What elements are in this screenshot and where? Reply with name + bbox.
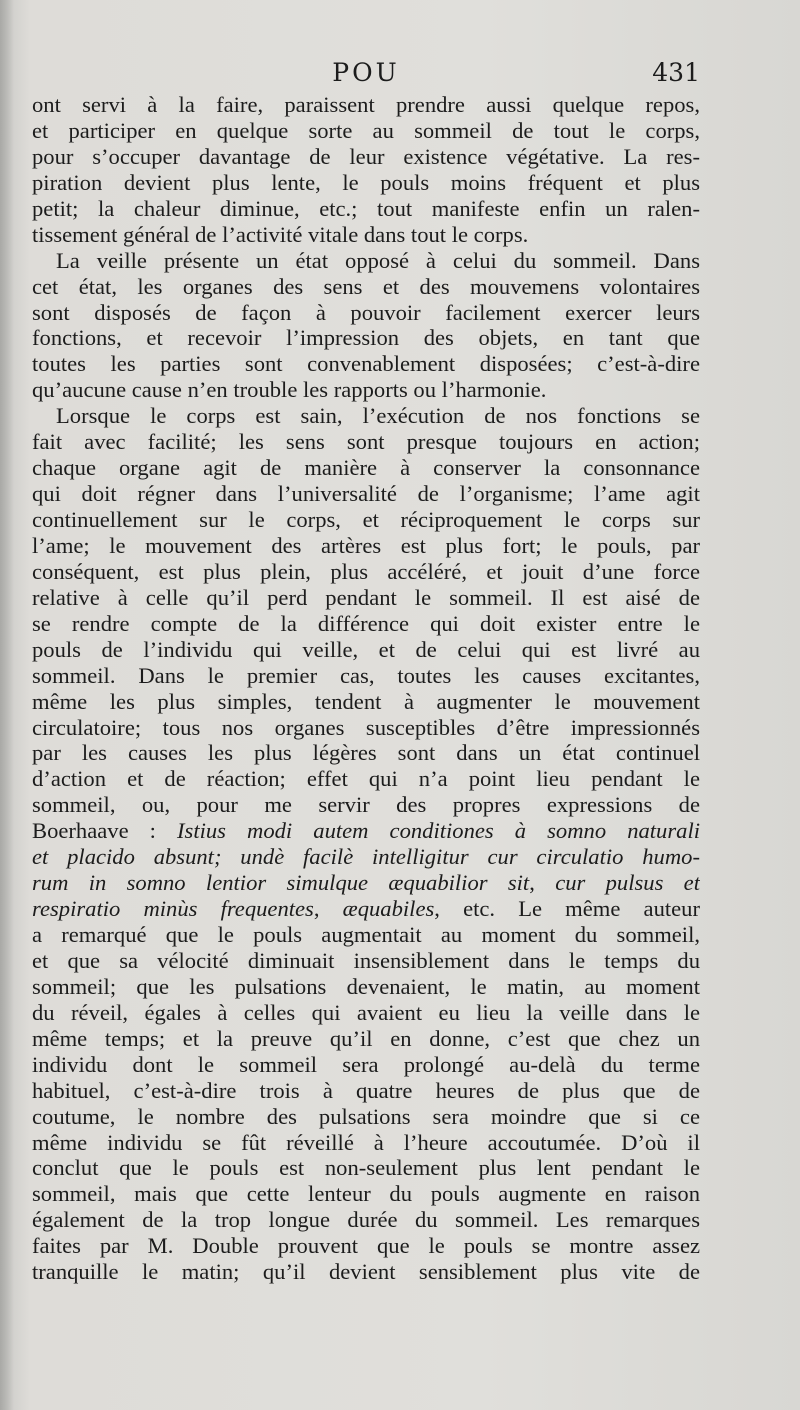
roman-text: sont disposés de façon à pouvoir facilement exercer leurs bbox=[32, 299, 700, 325]
text-line bbox=[32, 896, 700, 922]
italic-text: Istius modi autem conditiones à somno naturali bbox=[177, 818, 700, 844]
roman-text: pour s’occuper davantage de leur existence végétative. La res- bbox=[32, 143, 700, 169]
roman-text: même temps; et la preuve qu’il en donne, c’est que chez un bbox=[32, 1025, 700, 1051]
text-line bbox=[32, 455, 700, 481]
text-line bbox=[32, 274, 700, 300]
roman-text: qu’aucune cause n’en trouble les rapports ou l’harmonie. bbox=[32, 377, 547, 403]
roman-text: tranquille le matin; qu’il devient sensiblement plus vite de bbox=[32, 1259, 700, 1285]
roman-text: l’ame; le mouvement des artères est plus fort; le pouls, par bbox=[32, 532, 700, 558]
roman-text: a remarqué que le pouls augmentait au moment du sommeil, bbox=[32, 922, 700, 947]
roman-text: et participer en quelque sorte au sommeil de tout le corps, bbox=[32, 117, 700, 143]
text-line bbox=[32, 92, 700, 118]
roman-text: , etc. Le même auteur bbox=[434, 896, 700, 922]
text-line bbox=[32, 403, 700, 429]
text-line bbox=[32, 974, 700, 1000]
text-line bbox=[32, 1026, 700, 1052]
text-line bbox=[32, 196, 700, 222]
roman-text: tissement général de l’activité vitale dans tout le corps. bbox=[32, 221, 529, 247]
roman-text: chaque organe agit de manière à conserver la consonnance bbox=[32, 455, 700, 481]
text-line bbox=[32, 507, 700, 533]
body-text bbox=[32, 92, 700, 1285]
text-line bbox=[32, 611, 700, 637]
text-line bbox=[32, 715, 700, 741]
roman-text: toutes les parties sont convenablement disposées; c’est-à-dire bbox=[32, 351, 700, 377]
text-line bbox=[32, 637, 700, 663]
text-line bbox=[32, 1104, 700, 1130]
roman-text: se rendre compte de la différence qui doit exister entre le bbox=[32, 610, 700, 636]
roman-text: sommeil; que les pulsations devenaient, le matin, au moment bbox=[32, 973, 700, 999]
roman-text: sommeil, ou, pour me servir des propres expressions de bbox=[32, 792, 700, 818]
roman-text: fonctions, et recevoir l’impression des objets, en tant que bbox=[32, 325, 700, 351]
italic-text: et placido absunt; undè facilè intelligitur cur circulatio humo- bbox=[32, 844, 700, 870]
text-line bbox=[32, 1130, 700, 1156]
text-line bbox=[32, 170, 700, 196]
roman-text: cet état, les organes des sens et des mouvemens volontaires bbox=[32, 273, 700, 299]
text-line bbox=[32, 481, 700, 507]
text-line bbox=[32, 870, 700, 896]
italic-text: rum in somno lentior simulque æquabilior sit bbox=[32, 870, 530, 896]
italic-text: respiratio minùs frequentes bbox=[32, 896, 314, 922]
text-line bbox=[32, 844, 700, 870]
roman-text: et que sa vélocité diminuait insensiblement dans le temps du bbox=[32, 947, 700, 973]
text-line bbox=[32, 429, 700, 455]
text-line bbox=[32, 118, 700, 144]
text-line bbox=[32, 689, 700, 715]
roman-text: même les plus simples, tendent à augmenter le mouvement bbox=[32, 688, 700, 714]
roman-text: par les causes les plus légères sont dans un état continuel bbox=[32, 740, 700, 766]
text-line bbox=[32, 1233, 700, 1259]
roman-text: sommeil, mais que cette lenteur du pouls augmente en raison bbox=[32, 1181, 700, 1207]
text-line bbox=[32, 533, 700, 559]
text-line bbox=[32, 248, 700, 274]
page-gutter-shadow bbox=[0, 0, 14, 1410]
text-line bbox=[32, 1181, 700, 1207]
text-line bbox=[32, 300, 700, 326]
text-line bbox=[32, 1000, 700, 1026]
italic-text: cur pulsus et bbox=[555, 870, 700, 896]
italic-text: æquabiles bbox=[342, 896, 435, 922]
roman-text: ont servi à la faire, paraissent prendre aussi quelque repos, bbox=[32, 92, 700, 117]
text-line bbox=[32, 351, 700, 377]
text-line bbox=[32, 740, 700, 766]
text-line bbox=[32, 1259, 700, 1285]
roman-text: faites par M. Double prouvent que le pouls se montre assez bbox=[32, 1233, 700, 1259]
text-line bbox=[32, 663, 700, 689]
text-line bbox=[32, 1155, 700, 1181]
roman-text: relative à celle qu’il perd pendant le sommeil. Il est aisé de bbox=[32, 584, 700, 610]
text-line bbox=[32, 585, 700, 611]
roman-text: conclut que le pouls est non-seulement plus lent pendant le bbox=[32, 1155, 700, 1181]
roman-text: d’action et de réaction; effet qui n’a point lieu pendant le bbox=[32, 766, 700, 792]
roman-text: piration devient plus lente, le pouls moins fréquent et plus bbox=[32, 169, 700, 195]
text-line bbox=[32, 377, 700, 403]
text-line bbox=[32, 922, 700, 948]
roman-text: également de la trop longue durée du sommeil. Les remarques bbox=[32, 1207, 700, 1233]
roman-text: habituel, c’est-à-dire trois à quatre heures de plus que de bbox=[32, 1077, 700, 1103]
roman-text: Boerhaave : bbox=[32, 818, 177, 844]
text-line bbox=[32, 559, 700, 585]
roman-text: individu dont le sommeil sera prolongé au-delà du terme bbox=[32, 1051, 700, 1077]
roman-text: fait avec facilité; les sens sont presque toujours en action; bbox=[32, 429, 700, 455]
text-line bbox=[32, 766, 700, 792]
text-line bbox=[32, 1078, 700, 1104]
roman-text: qui doit régner dans l’universalité de l’organisme; l’ame agit bbox=[32, 481, 700, 507]
text-line bbox=[32, 818, 700, 844]
roman-text: petit; la chaleur diminue, etc.; tout manifeste enfin un ralen- bbox=[32, 195, 700, 221]
roman-text: , bbox=[529, 870, 556, 896]
page-header bbox=[32, 58, 700, 94]
roman-text: conséquent, est plus plein, plus accéléré, et jouit d’une force bbox=[32, 558, 700, 584]
roman-text: du réveil, égales à celles qui avaient eu lieu la veille dans le bbox=[32, 999, 700, 1025]
page-number: 431 bbox=[652, 58, 700, 87]
text-line bbox=[32, 144, 700, 170]
text-line bbox=[32, 1207, 700, 1233]
roman-text: sommeil. Dans le premier cas, toutes les causes excitantes, bbox=[32, 662, 700, 688]
roman-text: circulatoire; tous nos organes susceptibles d’être impressionnés bbox=[32, 714, 700, 740]
text-line bbox=[32, 948, 700, 974]
text-line bbox=[32, 792, 700, 818]
roman-text: continuellement sur le corps, et réciproquement le corps sur bbox=[32, 507, 700, 532]
roman-text: pouls de l’individu qui veille, et de celui qui est livré au bbox=[32, 636, 700, 662]
text-line bbox=[32, 325, 700, 351]
text-line bbox=[32, 222, 700, 248]
roman-text: , bbox=[313, 896, 343, 922]
text-line bbox=[32, 1052, 700, 1078]
roman-text: même individu se fût réveillé à l’heure accoutumée. D’où il bbox=[32, 1129, 700, 1155]
roman-text: coutume, le nombre des pulsations sera moindre que si ce bbox=[32, 1103, 700, 1129]
roman-text: Lorsque le corps est sain, l’exécution de nos fonctions se bbox=[56, 403, 700, 429]
running-head: POU bbox=[332, 58, 400, 87]
roman-text: La veille présente un état opposé à celui du sommeil. Dans bbox=[56, 247, 700, 273]
